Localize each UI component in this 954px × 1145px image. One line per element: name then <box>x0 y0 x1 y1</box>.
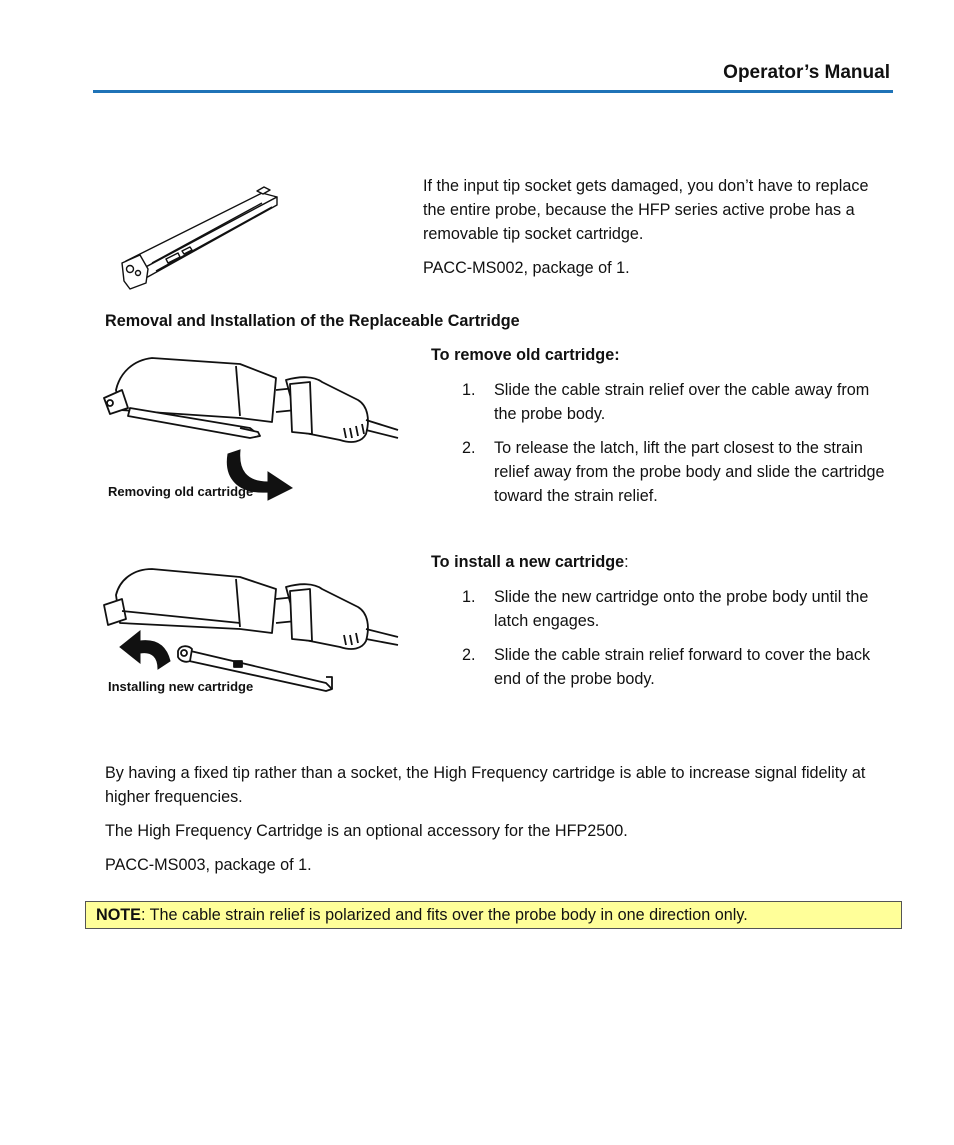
high-frequency-paragraph: By having a fixed tip rather than a socket, the High Frequency cartridge is able to increase signal fidelity at higher frequencies. <box>105 764 866 806</box>
remove-title: To remove old cartridge: <box>431 346 620 364</box>
high-frequency-package: PACC-MS003, package of 1. <box>105 856 312 874</box>
removing-cartridge-illustration <box>100 350 400 505</box>
tip-socket-package: PACC-MS002, package of 1. <box>423 259 630 277</box>
section-heading: Removal and Installation of the Replaceable Cartridge <box>105 312 520 330</box>
installing-cartridge-caption: Installing new cartridge <box>108 679 254 694</box>
removing-cartridge-caption: Removing old cartridge <box>108 484 254 499</box>
list-item: 1. Slide the cable strain relief over the cable away from the probe body. <box>462 381 870 423</box>
list-item: 2. To release the latch, lift the part closest to the strain relief away from the probe body and slide the cartridge toward the strain relief. <box>462 439 885 505</box>
note-text: : The cable strain relief is polarized and fits over the probe body in one direction only. <box>140 906 748 924</box>
list-item: 1. Slide the new cartridge onto the probe body until the latch engages. <box>462 588 869 630</box>
install-steps-list <box>431 585 891 701</box>
note-label: NOTE <box>96 906 141 924</box>
list-item: 2. Slide the cable strain relief forward to cover the back end of the probe body. <box>462 646 871 688</box>
note-box <box>85 901 902 929</box>
remove-steps-list <box>431 378 891 518</box>
install-title: To install a new cartridge: <box>431 553 629 571</box>
tip-socket-cartridge-illustration <box>112 183 287 295</box>
page-header-title: Operator’s Manual <box>723 62 890 83</box>
high-frequency-accessory: The High Frequency Cartridge is an optional accessory for the HFP2500. <box>105 822 628 840</box>
tip-socket-paragraph: If the input tip socket gets damaged, you don’t have to replace the entire probe, because the HFP series active probe has a removable tip socket cartridge. <box>423 177 869 243</box>
header-rule <box>93 90 893 93</box>
installing-cartridge-illustration <box>100 565 400 700</box>
